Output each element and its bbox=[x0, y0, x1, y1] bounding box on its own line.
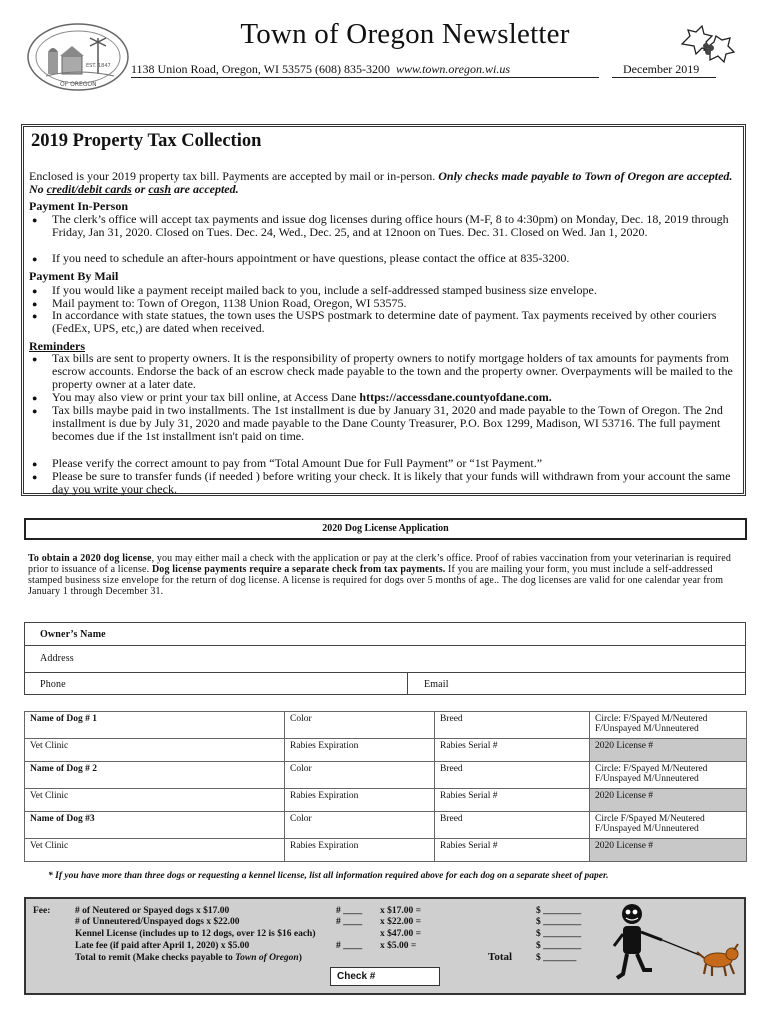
dog-1-vet-row bbox=[25, 739, 747, 762]
reminder-item-3: ● Tax bills maybe paid in two installments. The 1st installment is due by January 31, 2020 and made payable to the Town of Oregon. The 2nd installment is due by July 31, 2020 and made payable to the Dane County Treasurer, P.O. Box 1299, Madison, WI 53716. The full payment becomes due if the 1st installment isn't paid on time. bbox=[29, 404, 741, 443]
holly-icon bbox=[676, 20, 738, 68]
in-person-text-2: If you need to schedule an after-hours appointment or have questions, please contact the office at 835-3200. bbox=[52, 251, 570, 265]
by-mail-item-1: ● If you would like a payment receipt mailed back to you, include a self-addressed stamped business size envelope. bbox=[29, 284, 741, 297]
accessdane-link[interactable]: https://accessdane.countyofdane.com. bbox=[359, 390, 552, 404]
vet-clinic-field[interactable]: Vet Clinic bbox=[25, 739, 285, 762]
fee-rate-2: x $22.00 = bbox=[380, 917, 422, 927]
in-person-heading: Payment In-Person bbox=[29, 199, 128, 213]
license-number-field: 2020 License # bbox=[590, 839, 747, 862]
total-amount-field[interactable]: $ _______ bbox=[536, 953, 577, 963]
reminders-heading: Reminders bbox=[29, 339, 85, 353]
newsletter-title: Town of Oregon Newsletter bbox=[240, 18, 570, 50]
tax-intro-text: Enclosed is your 2019 property tax bill. Payments are accepted by mail or in-person. bbox=[29, 169, 439, 183]
owner-email-field[interactable]: Email bbox=[424, 679, 449, 690]
dog-license-intro bbox=[28, 553, 744, 597]
fee-count-2[interactable]: # ____ bbox=[336, 917, 363, 927]
by-mail-text-3: In accordance with state statues, the town uses the USPS postmark to determine date of payment. Tax payments received by other couriers (FedEx, UPS, etc,) are dated when received. bbox=[52, 308, 717, 335]
rabies-serial-field[interactable]: Rabies Serial # bbox=[435, 739, 590, 762]
fee-count-4[interactable]: # ____ bbox=[336, 941, 363, 951]
extra-dogs-note: * If you have more than three dogs or requesting a kennel license, list all information required above for each dog on a separate sheet of paper. bbox=[48, 871, 609, 881]
separate-check-note: Dog license payments require a separate check from tax payments. bbox=[151, 564, 446, 575]
tax-section-title: 2019 Property Tax Collection bbox=[31, 131, 262, 151]
total-label: Total bbox=[488, 951, 513, 963]
owner-name-field[interactable]: Owner’s Name bbox=[40, 629, 106, 640]
reminder-item-1: ● Tax bills are sent to property owners. It is the responsibility of property owners to notify mortgage holders of tax amounts for payments from escrow accounts. Endorse the back of an escrow check made payable to the town and the property owner. Overpayments will be mailed to the property owner at a later date. bbox=[29, 352, 741, 391]
total-remit-label: Total to remit (Make checks payable to bbox=[75, 953, 236, 963]
reminder-text-1: Tax bills are sent to property owners. It is the responsibility of property owners to notify mortgage holders of tax amounts for payments from escrow accounts. Endorse the back of an escrow check made payable to the town and the property owner. Overpayments will be mailed to the property owner at a later date. bbox=[52, 351, 733, 391]
dog-color-field[interactable]: Color bbox=[285, 762, 435, 789]
dog-color-field[interactable]: Color bbox=[285, 712, 435, 739]
dog-sex-options[interactable]: Circle F/Spayed M/Neutered F/Unspayed M/Unneutered bbox=[590, 812, 747, 839]
owner-phone-field[interactable]: Phone bbox=[40, 679, 66, 690]
by-mail-text-1: If you would like a payment receipt mailed back to you, include a self-addressed stamped business size envelope. bbox=[52, 283, 597, 297]
fee-count-1[interactable]: # ____ bbox=[336, 906, 363, 916]
reminder-text-5: Please be sure to transfer funds (if needed ) before writing your check. It is likely that your funds will withdrawn from your account the same day you write your check. bbox=[52, 469, 731, 496]
owner-divider-vertical bbox=[407, 672, 408, 695]
owner-address-field[interactable]: Address bbox=[40, 653, 74, 664]
dog-3-vet-row bbox=[25, 839, 747, 862]
town-seal-logo bbox=[26, 22, 130, 92]
dog-intro-lead: To obtain a 2020 dog license bbox=[28, 553, 152, 564]
dog-intro-text-2: If you are mailing your form, you must include a self-addressed stamped business size envelope for the return of dog license. A license is required for dogs over 5 months of age.. The dog licenses are valid for one calendar year from January 1 through December 31. bbox=[28, 564, 724, 597]
dog-name-field[interactable]: Name of Dog # 1 bbox=[25, 712, 285, 739]
in-person-item-2: ● If you need to schedule an after-hours appointment or have questions, please contact the office at 835-3200. bbox=[29, 252, 741, 265]
checks-only-note: Only checks made payable to Town of Oregon are accepted. No bbox=[29, 169, 733, 196]
payee-name: Town of Oregon bbox=[235, 953, 299, 963]
fee-amount-2[interactable]: $ ________ bbox=[536, 917, 582, 927]
fee-rate-1: x $17.00 = bbox=[380, 906, 422, 916]
rabies-expiration-field[interactable]: Rabies Expiration bbox=[285, 739, 435, 762]
header-rule bbox=[131, 77, 599, 78]
fee-amount-3[interactable]: $ ________ bbox=[536, 929, 582, 939]
fee-amount-1[interactable]: $ ________ bbox=[536, 906, 582, 916]
owner-divider-2 bbox=[24, 672, 746, 673]
dog-breed-field[interactable]: Breed bbox=[435, 812, 590, 839]
tax-intro bbox=[29, 170, 741, 196]
dog-name-field[interactable]: Name of Dog # 2 bbox=[25, 762, 285, 789]
fee-desc-2: # of Unneutered/Unspayed dogs x $22.00 bbox=[75, 917, 240, 927]
reminder-item-5: ● Please be sure to transfer funds (if needed ) before writing your check. It is likely that your funds will withdrawn from your account the same day you write your check. bbox=[29, 470, 741, 496]
dog-name-field[interactable]: Name of Dog #3 bbox=[25, 812, 285, 839]
rabies-expiration-field[interactable]: Rabies Expiration bbox=[285, 789, 435, 812]
owner-divider-1 bbox=[24, 645, 746, 646]
svg-text:EST. 1847: EST. 1847 bbox=[86, 63, 111, 69]
license-number-field: 2020 License # bbox=[590, 739, 747, 762]
dog-license-title-bar: 2020 Dog License Application bbox=[24, 518, 747, 540]
no-cards-note: credit/debit cards bbox=[46, 182, 132, 196]
reminder-text-2: You may also view or print your tax bill online, at Access Dane bbox=[52, 390, 360, 404]
dog-breed-field[interactable]: Breed bbox=[435, 712, 590, 739]
by-mail-item-3: ● In accordance with state statues, the town uses the USPS postmark to determine date of payment. Tax payments received by other couriers (FedEx, UPS, etc,) are dated when received. bbox=[29, 309, 741, 335]
date-rule bbox=[612, 77, 716, 78]
by-mail-text-2: Mail payment to: Town of Oregon, 1138 Union Road, Oregon, WI 53575. bbox=[52, 296, 407, 310]
owner-info-box bbox=[24, 622, 746, 695]
dog-breed-field[interactable]: Breed bbox=[435, 762, 590, 789]
or-text: or bbox=[131, 182, 149, 196]
newsletter-date: December 2019 bbox=[623, 62, 700, 76]
total-remit-close: ) bbox=[298, 953, 302, 963]
address-phone: 1138 Union Road, Oregon, WI 53575 (608) 835-3200 bbox=[131, 62, 390, 76]
by-mail-item-2: ● Mail payment to: Town of Oregon, 1138 Union Road, Oregon, WI 53575. bbox=[29, 297, 741, 310]
town-address bbox=[131, 62, 510, 77]
by-mail-heading: Payment By Mail bbox=[29, 269, 119, 283]
dog-1-row bbox=[25, 712, 747, 739]
dog-sex-options[interactable]: Circle: F/Spayed M/Neutered F/Unspayed M/Unneutered bbox=[590, 762, 747, 789]
accepted-text: are accepted. bbox=[171, 182, 239, 196]
rabies-serial-field[interactable]: Rabies Serial # bbox=[435, 789, 590, 812]
person-walking-dog-icon bbox=[606, 900, 746, 992]
rabies-serial-field[interactable]: Rabies Serial # bbox=[435, 839, 590, 862]
fee-amount-4[interactable]: $ ________ bbox=[536, 941, 582, 951]
reminder-item-2: ● You may also view or print your tax bill online, at Access Dane https://accessdane.countyofdane.com. bbox=[32, 390, 552, 404]
dog-info-table bbox=[24, 711, 747, 862]
vet-clinic-field[interactable]: Vet Clinic bbox=[25, 839, 285, 862]
fee-desc-4: Late fee (if paid after April 1, 2020) x $5.00 bbox=[75, 941, 250, 951]
dog-3-row bbox=[25, 812, 747, 839]
website-link[interactable]: www.town.oregon.wi.us bbox=[395, 62, 510, 76]
dog-sex-options[interactable]: Circle: F/Spayed M/Neutered F/Unspayed M/Unneutered bbox=[590, 712, 747, 739]
license-number-field: 2020 License # bbox=[590, 789, 747, 812]
fee-rate-3: x $47.00 = bbox=[380, 929, 422, 939]
reminder-text-3: Tax bills maybe paid in two installments. The 1st installment is due by January 31, 2020 and made payable to the Town of Oregon. The 2nd installment is due by July 31, 2020 and made payable to the Dane County Treasurer, P.O. Box 1299, Madison, WI 53716. The full payment becomes due if the 1st installment isn't paid on time. bbox=[52, 403, 723, 443]
fee-desc-3: Kennel License (includes up to 12 dogs, over 12 is $16 each) bbox=[75, 929, 316, 939]
in-person-text-1: The clerk’s office will accept tax payments and issue dog licenses during office hours (M-F, 8 to 4:30pm) on Monday, Dec. 18, 2019 through Friday, Jan 31, 2020. Closed on Tues. Dec. 24, Wed., Dec. 25, and at 12noon on Tues. Dec. 31. Closed on Wed. Jan 1, 2020. bbox=[52, 212, 729, 239]
vet-clinic-field[interactable]: Vet Clinic bbox=[25, 789, 285, 812]
svg-text:OF OREGON: OF OREGON bbox=[60, 81, 97, 88]
check-number-field[interactable]: Check # bbox=[330, 967, 440, 986]
dog-intro-text-1: , you may either mail a check with the application or pay at the clerk’s office. Proof of rabies vaccination from your veterinarian is required prior to issuance of a license. bbox=[28, 553, 731, 575]
in-person-item-1: ● The clerk’s office will accept tax payments and issue dog licenses during office hours (M-F, 8 to 4:30pm) on Monday, Dec. 18, 2019 through Friday, Jan 31, 2020. Closed on Tues. Dec. 24, Wed., Dec. 25, and at 12noon on Tues. Dec. 31. Closed on Wed. Jan 1, 2020. bbox=[29, 213, 741, 239]
reminder-text-4: Please verify the correct amount to pay from “Total Amount Due for Full Payment” or “1st Payment.” bbox=[52, 456, 543, 470]
fee-label: Fee: bbox=[33, 906, 51, 916]
dog-color-field[interactable]: Color bbox=[285, 812, 435, 839]
fee-desc-1: # of Neutered or Spayed dogs x $17.00 bbox=[75, 906, 230, 916]
dog-2-vet-row bbox=[25, 789, 747, 812]
dog-2-row bbox=[25, 762, 747, 789]
total-remit-text bbox=[75, 952, 302, 964]
no-cash-note: cash bbox=[148, 182, 171, 196]
fee-rate-4: x $5.00 = bbox=[380, 941, 417, 951]
rabies-expiration-field[interactable]: Rabies Expiration bbox=[285, 839, 435, 862]
reminder-item-4: ● Please verify the correct amount to pay from “Total Amount Due for Full Payment” or “1st Payment.” bbox=[29, 457, 741, 470]
